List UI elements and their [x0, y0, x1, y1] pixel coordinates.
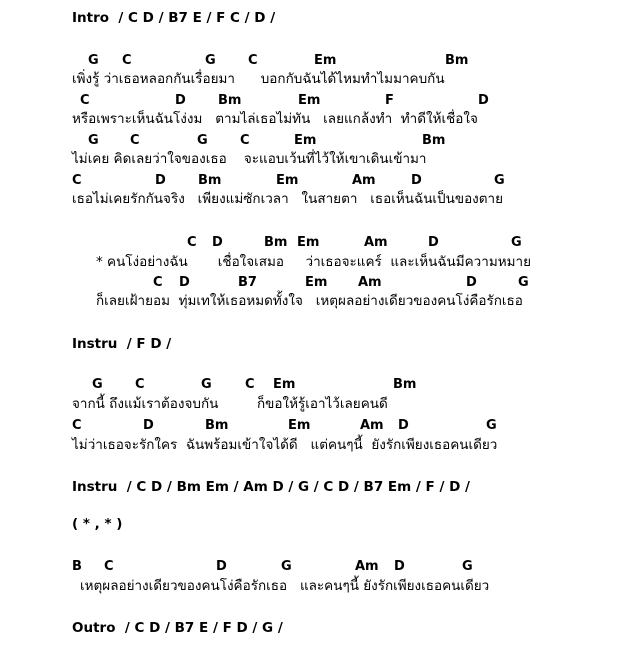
chord: G: [486, 418, 497, 433]
chord: C: [245, 377, 255, 392]
outro-line: Outro / C D / B7 E / F D / G /: [72, 620, 283, 636]
chord: C: [248, 53, 258, 68]
chord: Bm: [422, 133, 446, 148]
chord: G: [88, 53, 99, 68]
chord: Em: [294, 133, 317, 148]
instrumental-line-1: Instru / F D /: [72, 336, 172, 352]
chord: C: [130, 133, 140, 148]
chord: G: [518, 275, 529, 290]
chord: C: [104, 559, 114, 574]
ending-lyric: เหตุผลอย่างเดียวของคนโง่คือรักเธอ และคนๆนี้ ยังรักเพียงเธอคนเดียว: [80, 578, 490, 594]
chord: G: [205, 53, 216, 68]
chord: Bm: [393, 377, 417, 392]
verse2-lyric-2: ไม่ว่าเธอจะรักใคร ฉันพร้อมเข้าใจได้ดี แต่คนๆนี้ ยังรักเพียงเธอคนเดียว: [72, 437, 498, 453]
chord: Bm: [205, 418, 229, 433]
chord: C: [187, 235, 197, 250]
chord: C: [135, 377, 145, 392]
chord: G: [92, 377, 103, 392]
chord: Em: [276, 173, 299, 188]
chord: Bm: [264, 235, 288, 250]
chord: Am: [360, 418, 384, 433]
verse2-lyric-1: จากนี้ ถึงแม้เราต้องจบกัน ก็ขอให้รู้เอาไว้เลยคนดี: [72, 396, 388, 412]
chord: Am: [364, 235, 388, 250]
chorus-lyric-1: * คนโง่อย่างฉัน เชื่อใจเสมอ ว่าเธอจะแคร์ และเห็นฉันมีความหมาย: [96, 254, 532, 270]
chord: D: [155, 173, 166, 188]
chord: C: [240, 133, 250, 148]
chord: Am: [355, 559, 379, 574]
intro-line: Intro / C D / B7 E / F C / D /: [72, 10, 276, 26]
chord: B7: [238, 275, 257, 290]
chord: C: [153, 275, 163, 290]
chord: Em: [273, 377, 296, 392]
chord: D: [411, 173, 422, 188]
verse1-lyric-4: เธอไม่เคยรักกันจริง เพียงแม่ซักเวลา ในสายตา เธอเห็นฉันเป็นของตาย: [72, 191, 504, 207]
chord: C: [122, 53, 132, 68]
chord: G: [281, 559, 292, 574]
chord: Am: [352, 173, 376, 188]
chord: B: [72, 559, 82, 574]
chord: G: [88, 133, 99, 148]
chord: C: [80, 93, 90, 108]
chord: D: [175, 93, 186, 108]
chord: D: [398, 418, 409, 433]
chord: D: [212, 235, 223, 250]
chord: Bm: [445, 53, 469, 68]
chord: G: [494, 173, 505, 188]
chord: C: [72, 173, 82, 188]
verse1-lyric-2: หรือเพราะเห็นฉันโง่งม ตามไล่เธอไม่ทัน เลยแกล้งทำ ทำดีให้เชื่อใจ: [72, 111, 478, 127]
chord: Em: [288, 418, 311, 433]
chord: D: [466, 275, 477, 290]
chord: G: [201, 377, 212, 392]
chord: D: [394, 559, 405, 574]
chord: Em: [297, 235, 320, 250]
chord: D: [478, 93, 489, 108]
verse1-lyric-3: ไม่เคย คิดเลยว่าใจของเธอ จะแอบเว้นที่ไว้ให้เขาเดินเข้ามา: [72, 151, 427, 167]
chord: D: [143, 418, 154, 433]
chord: G: [511, 235, 522, 250]
chord: C: [72, 418, 82, 433]
chord: Em: [298, 93, 321, 108]
chord: Am: [358, 275, 382, 290]
chord: Bm: [198, 173, 222, 188]
chord: G: [197, 133, 208, 148]
chord: G: [462, 559, 473, 574]
chorus-lyric-2: ก็เลยเฝ้ายอม ทุ่มเทให้เธอหมดทั้งใจ เหตุผลอย่างเดียวของคนโง่คือรักเธอ: [96, 293, 523, 309]
chord: F: [385, 93, 394, 108]
instrumental-line-2: Instru / C D / Bm Em / Am D / G / C D / B7 Em / F / D /: [72, 479, 470, 495]
repeat-marker: ( * , * ): [72, 516, 123, 532]
chord: Bm: [218, 93, 242, 108]
verse1-lyric-1: เพิ่งรู้ ว่าเธอหลอกกันเรื่อยมา บอกกับฉันได้ไหมทำไมมาคบกัน: [72, 71, 445, 87]
chord: D: [216, 559, 227, 574]
chord: Em: [305, 275, 328, 290]
chord: D: [428, 235, 439, 250]
chord: Em: [314, 53, 337, 68]
chord: D: [179, 275, 190, 290]
